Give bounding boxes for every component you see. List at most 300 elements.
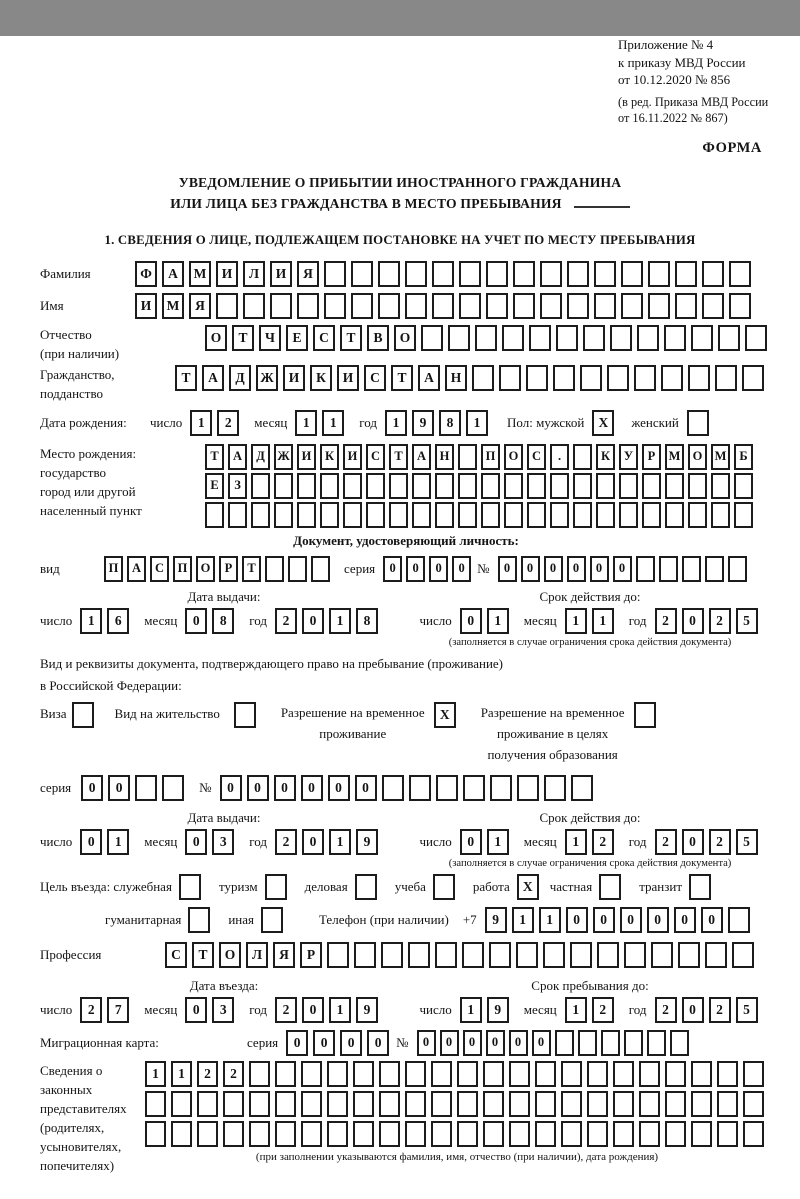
stay-year-cell[interactable]: 5 — [736, 997, 758, 1023]
name-cell[interactable] — [648, 293, 670, 319]
mig-number-cell[interactable] — [555, 1030, 574, 1056]
phone-cell[interactable] — [728, 907, 750, 933]
doc-valid-month-cell[interactable]: 1 — [565, 608, 587, 634]
birth-day-cell[interactable]: 2 — [217, 410, 239, 436]
res-issue-year-cell[interactable]: 2 — [275, 829, 297, 855]
mig-number-cell[interactable]: 0 — [509, 1030, 528, 1056]
birth-place-cell[interactable]: О — [688, 444, 707, 470]
birth-place-cell[interactable]: У — [619, 444, 638, 470]
temp-residence-checkbox[interactable]: X — [434, 702, 456, 728]
surname-cell[interactable] — [621, 261, 643, 287]
birth-place-cell[interactable] — [366, 502, 385, 528]
birth-year-cell[interactable]: 9 — [412, 410, 434, 436]
surname-cell[interactable]: И — [270, 261, 292, 287]
surname-cell[interactable] — [540, 261, 562, 287]
doc-issue-day-cell[interactable]: 6 — [107, 608, 129, 634]
birth-place-cell[interactable] — [274, 502, 293, 528]
citizenship-cell[interactable]: И — [283, 365, 305, 391]
representative-cell[interactable] — [301, 1121, 322, 1147]
res-issue-month-cell[interactable]: 3 — [212, 829, 234, 855]
surname-cell[interactable] — [459, 261, 481, 287]
stay-month-cell[interactable]: 2 — [592, 997, 614, 1023]
birth-place-cell[interactable] — [481, 502, 500, 528]
doc-issue-month-cell[interactable]: 0 — [185, 608, 207, 634]
doc-number-cell[interactable]: 0 — [521, 556, 540, 582]
representative-cell[interactable] — [301, 1091, 322, 1117]
name-cell[interactable] — [540, 293, 562, 319]
name-cell[interactable] — [729, 293, 751, 319]
profession-cell[interactable] — [327, 942, 349, 968]
patronymic-cell[interactable] — [664, 325, 686, 351]
profession-cell[interactable] — [705, 942, 727, 968]
phone-cell[interactable]: 9 — [485, 907, 507, 933]
birth-place-cell[interactable]: А — [228, 444, 247, 470]
representative-cell[interactable] — [405, 1121, 426, 1147]
doc-issue-month-cell[interactable]: 8 — [212, 608, 234, 634]
representative-cell[interactable] — [665, 1091, 686, 1117]
birth-place-cell[interactable]: Т — [205, 444, 224, 470]
purpose-business-checkbox[interactable] — [355, 874, 377, 900]
birth-place-cell[interactable]: А — [412, 444, 431, 470]
representative-cell[interactable] — [431, 1061, 452, 1087]
representative-cell[interactable] — [353, 1121, 374, 1147]
res-issue-day-cell[interactable]: 1 — [107, 829, 129, 855]
citizenship-cell[interactable] — [634, 365, 656, 391]
profession-cell[interactable]: С — [165, 942, 187, 968]
profession-cell[interactable] — [354, 942, 376, 968]
res-valid-day-cell[interactable]: 1 — [487, 829, 509, 855]
phone-cell[interactable]: 1 — [539, 907, 561, 933]
res-number-cell[interactable]: 0 — [274, 775, 296, 801]
name-cell[interactable] — [270, 293, 292, 319]
name-cell[interactable] — [675, 293, 697, 319]
birth-place-cell[interactable]: К — [596, 444, 615, 470]
res-issue-year-cell[interactable]: 0 — [302, 829, 324, 855]
res-number-cell[interactable] — [409, 775, 431, 801]
res-issue-month-cell[interactable]: 0 — [185, 829, 207, 855]
res-number-cell[interactable]: 0 — [247, 775, 269, 801]
birth-place-cell[interactable] — [389, 502, 408, 528]
citizenship-cell[interactable]: Т — [175, 365, 197, 391]
birth-place-cell[interactable] — [435, 502, 454, 528]
representative-cell[interactable] — [405, 1061, 426, 1087]
profession-cell[interactable]: Р — [300, 942, 322, 968]
name-cell[interactable] — [405, 293, 427, 319]
representative-cell[interactable] — [509, 1091, 530, 1117]
representative-cell[interactable] — [483, 1061, 504, 1087]
stay-year-cell[interactable]: 2 — [655, 997, 677, 1023]
doc-number-cell[interactable]: 0 — [613, 556, 632, 582]
doc-series-cell[interactable]: 0 — [452, 556, 471, 582]
birth-place-cell[interactable] — [228, 502, 247, 528]
birth-place-cell[interactable] — [458, 473, 477, 499]
representative-cell[interactable] — [613, 1121, 634, 1147]
surname-cell[interactable]: Я — [297, 261, 319, 287]
entry-year-cell[interactable]: 1 — [329, 997, 351, 1023]
patronymic-cell[interactable]: В — [367, 325, 389, 351]
res-valid-year-cell[interactable]: 0 — [682, 829, 704, 855]
mig-number-cell[interactable]: 0 — [463, 1030, 482, 1056]
doc-valid-year-cell[interactable]: 5 — [736, 608, 758, 634]
name-cell[interactable] — [351, 293, 373, 319]
birth-place-cell[interactable] — [343, 502, 362, 528]
birth-place-cell[interactable] — [297, 502, 316, 528]
res-number-cell[interactable]: 0 — [301, 775, 323, 801]
representative-cell[interactable] — [353, 1091, 374, 1117]
representative-cell[interactable] — [145, 1121, 166, 1147]
name-cell[interactable] — [243, 293, 265, 319]
name-cell[interactable]: Я — [189, 293, 211, 319]
purpose-other-checkbox[interactable] — [261, 907, 283, 933]
res-issue-day-cell[interactable]: 0 — [80, 829, 102, 855]
citizenship-cell[interactable]: Ж — [256, 365, 278, 391]
name-cell[interactable] — [621, 293, 643, 319]
temp-residence-edu-checkbox[interactable] — [634, 702, 656, 728]
patronymic-cell[interactable]: О — [394, 325, 416, 351]
birth-place-cell[interactable] — [435, 473, 454, 499]
citizenship-cell[interactable] — [553, 365, 575, 391]
representative-cell[interactable] — [223, 1091, 244, 1117]
res-number-cell[interactable]: 0 — [328, 775, 350, 801]
representative-cell[interactable] — [171, 1121, 192, 1147]
patronymic-cell[interactable]: О — [205, 325, 227, 351]
citizenship-cell[interactable]: Т — [391, 365, 413, 391]
res-number-cell[interactable] — [571, 775, 593, 801]
name-cell[interactable] — [459, 293, 481, 319]
surname-cell[interactable] — [729, 261, 751, 287]
entry-month-cell[interactable]: 0 — [185, 997, 207, 1023]
mig-number-cell[interactable]: 0 — [440, 1030, 459, 1056]
patronymic-cell[interactable] — [421, 325, 443, 351]
surname-cell[interactable] — [432, 261, 454, 287]
citizenship-cell[interactable] — [499, 365, 521, 391]
doc-valid-day-cell[interactable]: 0 — [460, 608, 482, 634]
profession-cell[interactable]: Т — [192, 942, 214, 968]
representative-cell[interactable] — [249, 1091, 270, 1117]
citizenship-cell[interactable] — [580, 365, 602, 391]
birth-place-cell[interactable] — [504, 502, 523, 528]
birth-place-cell[interactable] — [297, 473, 316, 499]
res-number-cell[interactable] — [517, 775, 539, 801]
representative-cell[interactable] — [639, 1121, 660, 1147]
representative-cell[interactable] — [743, 1121, 764, 1147]
phone-cell[interactable]: 0 — [620, 907, 642, 933]
representative-cell[interactable] — [665, 1121, 686, 1147]
birth-place-cell[interactable] — [527, 502, 546, 528]
stay-day-cell[interactable]: 1 — [460, 997, 482, 1023]
representative-cell[interactable] — [145, 1091, 166, 1117]
doc-type-cell[interactable]: О — [196, 556, 215, 582]
birth-place-cell[interactable] — [458, 502, 477, 528]
citizenship-cell[interactable] — [472, 365, 494, 391]
birth-month-cell[interactable]: 1 — [295, 410, 317, 436]
birth-day-cell[interactable]: 1 — [190, 410, 212, 436]
representative-cell[interactable]: 2 — [223, 1061, 244, 1087]
doc-number-cell[interactable] — [728, 556, 747, 582]
res-valid-year-cell[interactable]: 2 — [709, 829, 731, 855]
name-cell[interactable] — [567, 293, 589, 319]
birth-place-cell[interactable] — [366, 473, 385, 499]
phone-cell[interactable]: 1 — [512, 907, 534, 933]
res-series-cell[interactable] — [135, 775, 157, 801]
surname-cell[interactable] — [675, 261, 697, 287]
doc-number-cell[interactable] — [659, 556, 678, 582]
patronymic-cell[interactable] — [556, 325, 578, 351]
representative-cell[interactable] — [717, 1061, 738, 1087]
doc-number-cell[interactable] — [636, 556, 655, 582]
doc-number-cell[interactable] — [705, 556, 724, 582]
female-checkbox[interactable] — [687, 410, 709, 436]
stay-month-cell[interactable]: 1 — [565, 997, 587, 1023]
doc-type-cell[interactable] — [288, 556, 307, 582]
citizenship-cell[interactable]: К — [310, 365, 332, 391]
phone-cell[interactable]: 0 — [701, 907, 723, 933]
representative-cell[interactable] — [587, 1061, 608, 1087]
profession-cell[interactable] — [543, 942, 565, 968]
representative-cell[interactable] — [509, 1121, 530, 1147]
surname-cell[interactable] — [324, 261, 346, 287]
representative-cell[interactable] — [743, 1091, 764, 1117]
birth-place-cell[interactable] — [389, 473, 408, 499]
citizenship-cell[interactable]: А — [202, 365, 224, 391]
citizenship-cell[interactable] — [742, 365, 764, 391]
birth-place-cell[interactable]: Е — [205, 473, 224, 499]
doc-issue-day-cell[interactable]: 1 — [80, 608, 102, 634]
citizenship-cell[interactable] — [607, 365, 629, 391]
res-series-cell[interactable]: 0 — [108, 775, 130, 801]
patronymic-cell[interactable] — [583, 325, 605, 351]
representative-cell[interactable] — [327, 1091, 348, 1117]
representative-cell[interactable] — [587, 1121, 608, 1147]
birth-place-cell[interactable] — [458, 444, 477, 470]
patronymic-cell[interactable] — [718, 325, 740, 351]
representative-cell[interactable] — [613, 1091, 634, 1117]
mig-series-cell[interactable]: 0 — [367, 1030, 389, 1056]
patronymic-cell[interactable]: Е — [286, 325, 308, 351]
representative-cell[interactable] — [171, 1091, 192, 1117]
representative-cell[interactable] — [223, 1121, 244, 1147]
purpose-transit-checkbox[interactable] — [689, 874, 711, 900]
surname-cell[interactable]: М — [189, 261, 211, 287]
purpose-study-checkbox[interactable] — [433, 874, 455, 900]
representative-cell[interactable]: 2 — [197, 1061, 218, 1087]
name-cell[interactable] — [378, 293, 400, 319]
doc-issue-year-cell[interactable]: 8 — [356, 608, 378, 634]
birth-place-cell[interactable] — [573, 444, 592, 470]
doc-type-cell[interactable] — [311, 556, 330, 582]
entry-year-cell[interactable]: 0 — [302, 997, 324, 1023]
res-number-cell[interactable] — [382, 775, 404, 801]
profession-cell[interactable] — [651, 942, 673, 968]
citizenship-cell[interactable] — [526, 365, 548, 391]
representative-cell[interactable] — [457, 1121, 478, 1147]
phone-cell[interactable]: 0 — [647, 907, 669, 933]
res-series-cell[interactable] — [162, 775, 184, 801]
surname-cell[interactable] — [513, 261, 535, 287]
representative-cell[interactable] — [691, 1091, 712, 1117]
name-cell[interactable] — [297, 293, 319, 319]
birth-place-cell[interactable] — [642, 473, 661, 499]
doc-series-cell[interactable]: 0 — [406, 556, 425, 582]
purpose-official-checkbox[interactable] — [179, 874, 201, 900]
representative-cell[interactable] — [535, 1091, 556, 1117]
visa-checkbox[interactable] — [72, 702, 94, 728]
birth-place-cell[interactable] — [251, 473, 270, 499]
doc-series-cell[interactable]: 0 — [429, 556, 448, 582]
patronymic-cell[interactable]: С — [313, 325, 335, 351]
representative-cell[interactable] — [327, 1061, 348, 1087]
mig-number-cell[interactable] — [647, 1030, 666, 1056]
phone-cell[interactable]: 0 — [674, 907, 696, 933]
surname-cell[interactable]: Л — [243, 261, 265, 287]
representative-cell[interactable] — [379, 1121, 400, 1147]
doc-issue-year-cell[interactable]: 1 — [329, 608, 351, 634]
patronymic-cell[interactable]: Т — [340, 325, 362, 351]
representative-cell[interactable] — [405, 1091, 426, 1117]
birth-place-cell[interactable] — [665, 502, 684, 528]
doc-issue-year-cell[interactable]: 2 — [275, 608, 297, 634]
birth-place-cell[interactable] — [688, 502, 707, 528]
name-cell[interactable] — [486, 293, 508, 319]
entry-year-cell[interactable]: 2 — [275, 997, 297, 1023]
doc-valid-year-cell[interactable]: 2 — [709, 608, 731, 634]
name-cell[interactable] — [702, 293, 724, 319]
representative-cell[interactable] — [483, 1091, 504, 1117]
mig-number-cell[interactable] — [624, 1030, 643, 1056]
res-issue-year-cell[interactable]: 9 — [356, 829, 378, 855]
surname-cell[interactable] — [486, 261, 508, 287]
res-number-cell[interactable] — [463, 775, 485, 801]
male-checkbox[interactable]: X — [592, 410, 614, 436]
patronymic-cell[interactable] — [745, 325, 767, 351]
entry-day-cell[interactable]: 7 — [107, 997, 129, 1023]
representative-cell[interactable]: 1 — [145, 1061, 166, 1087]
doc-type-cell[interactable] — [265, 556, 284, 582]
birth-month-cell[interactable]: 1 — [322, 410, 344, 436]
representative-cell[interactable] — [561, 1091, 582, 1117]
mig-series-cell[interactable]: 0 — [340, 1030, 362, 1056]
birth-place-cell[interactable]: И — [343, 444, 362, 470]
birth-year-cell[interactable]: 1 — [385, 410, 407, 436]
surname-cell[interactable] — [351, 261, 373, 287]
birth-place-cell[interactable] — [320, 502, 339, 528]
citizenship-cell[interactable]: И — [337, 365, 359, 391]
profession-cell[interactable] — [570, 942, 592, 968]
representative-cell[interactable] — [717, 1091, 738, 1117]
doc-type-cell[interactable]: Р — [219, 556, 238, 582]
res-valid-year-cell[interactable]: 5 — [736, 829, 758, 855]
representative-cell[interactable] — [275, 1121, 296, 1147]
profession-cell[interactable]: Л — [246, 942, 268, 968]
mig-number-cell[interactable]: 0 — [486, 1030, 505, 1056]
res-number-cell[interactable]: 0 — [355, 775, 377, 801]
birth-place-cell[interactable] — [320, 473, 339, 499]
entry-year-cell[interactable]: 9 — [356, 997, 378, 1023]
birth-place-cell[interactable] — [619, 502, 638, 528]
profession-cell[interactable] — [597, 942, 619, 968]
birth-place-cell[interactable]: З — [228, 473, 247, 499]
birth-place-cell[interactable] — [688, 473, 707, 499]
profession-cell[interactable] — [408, 942, 430, 968]
birth-place-cell[interactable]: Д — [251, 444, 270, 470]
birth-place-cell[interactable]: С — [527, 444, 546, 470]
name-cell[interactable] — [594, 293, 616, 319]
representative-cell[interactable] — [353, 1061, 374, 1087]
citizenship-cell[interactable]: Д — [229, 365, 251, 391]
res-number-cell[interactable]: 0 — [220, 775, 242, 801]
birth-place-cell[interactable]: Н — [435, 444, 454, 470]
mig-series-cell[interactable]: 0 — [286, 1030, 308, 1056]
birth-place-cell[interactable] — [251, 502, 270, 528]
representative-cell[interactable] — [249, 1061, 270, 1087]
profession-cell[interactable]: О — [219, 942, 241, 968]
birth-place-cell[interactable] — [711, 502, 730, 528]
representative-cell[interactable] — [275, 1091, 296, 1117]
birth-place-cell[interactable]: О — [504, 444, 523, 470]
citizenship-cell[interactable] — [661, 365, 683, 391]
representative-cell[interactable] — [249, 1121, 270, 1147]
doc-type-cell[interactable]: П — [104, 556, 123, 582]
patronymic-cell[interactable] — [448, 325, 470, 351]
mig-number-cell[interactable] — [601, 1030, 620, 1056]
representative-cell[interactable] — [639, 1061, 660, 1087]
profession-cell[interactable] — [624, 942, 646, 968]
patronymic-cell[interactable]: Ч — [259, 325, 281, 351]
citizenship-cell[interactable] — [688, 365, 710, 391]
birth-place-cell[interactable]: Ж — [274, 444, 293, 470]
res-valid-month-cell[interactable]: 2 — [592, 829, 614, 855]
entry-day-cell[interactable]: 2 — [80, 997, 102, 1023]
doc-type-cell[interactable]: А — [127, 556, 146, 582]
birth-place-cell[interactable] — [711, 473, 730, 499]
purpose-work-checkbox[interactable]: X — [517, 874, 539, 900]
surname-cell[interactable] — [702, 261, 724, 287]
birth-place-cell[interactable]: П — [481, 444, 500, 470]
name-cell[interactable] — [216, 293, 238, 319]
patronymic-cell[interactable] — [610, 325, 632, 351]
profession-cell[interactable] — [489, 942, 511, 968]
birth-place-cell[interactable] — [550, 502, 569, 528]
representative-cell[interactable] — [561, 1061, 582, 1087]
representative-cell[interactable] — [457, 1091, 478, 1117]
birth-place-cell[interactable] — [573, 502, 592, 528]
surname-cell[interactable] — [594, 261, 616, 287]
representative-cell[interactable] — [613, 1061, 634, 1087]
patronymic-cell[interactable] — [529, 325, 551, 351]
birth-year-cell[interactable]: 1 — [466, 410, 488, 436]
representative-cell[interactable] — [327, 1121, 348, 1147]
birth-place-cell[interactable] — [665, 473, 684, 499]
birth-place-cell[interactable] — [274, 473, 293, 499]
res-number-cell[interactable] — [436, 775, 458, 801]
surname-cell[interactable] — [648, 261, 670, 287]
doc-number-cell[interactable] — [682, 556, 701, 582]
representative-cell[interactable] — [431, 1091, 452, 1117]
patronymic-cell[interactable] — [691, 325, 713, 351]
profession-cell[interactable] — [435, 942, 457, 968]
birth-place-cell[interactable] — [734, 502, 753, 528]
res-number-cell[interactable] — [490, 775, 512, 801]
res-valid-day-cell[interactable]: 0 — [460, 829, 482, 855]
representative-cell[interactable] — [743, 1061, 764, 1087]
representative-cell[interactable] — [691, 1061, 712, 1087]
citizenship-cell[interactable]: А — [418, 365, 440, 391]
birth-year-cell[interactable]: 8 — [439, 410, 461, 436]
birth-place-cell[interactable] — [412, 502, 431, 528]
surname-cell[interactable]: А — [162, 261, 184, 287]
doc-number-cell[interactable]: 0 — [498, 556, 517, 582]
birth-place-cell[interactable] — [734, 473, 753, 499]
